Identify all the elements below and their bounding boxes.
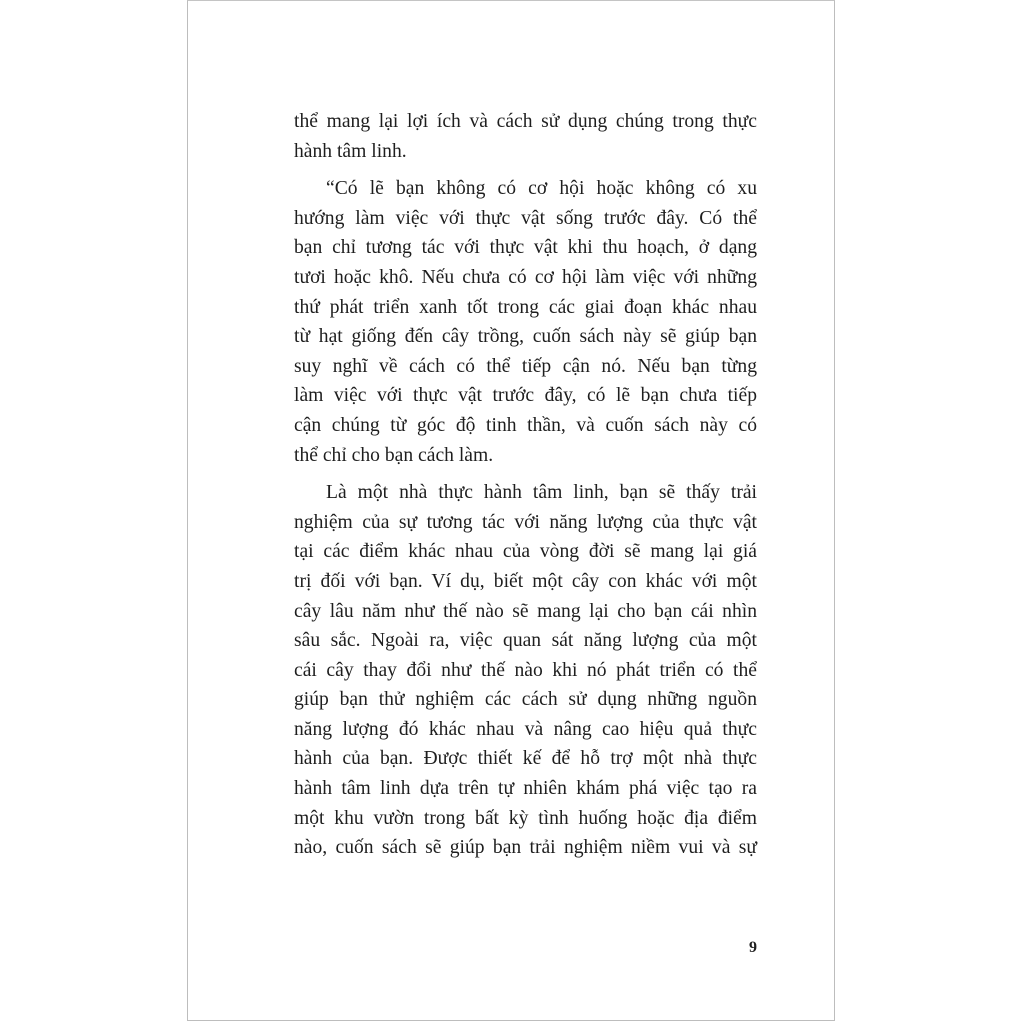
text-line: Là một nhà thực hành tâm linh, bạn sẽ thấy trải <box>326 482 757 504</box>
text-line: hành tâm linh dựa trên tự nhiên khám phá việc tạo ra <box>294 778 757 800</box>
paragraph-2 <box>294 174 757 470</box>
text-line: thể chỉ cho bạn cách làm. <box>294 444 494 466</box>
text-line: bạn chỉ tương tác với thực vật khi thu hoạch, ở dạng <box>294 237 757 259</box>
text-line: hành của bạn. Được thiết kế để hỗ trợ một nhà thực <box>294 748 757 770</box>
body-text <box>294 107 757 863</box>
page-number: 9 <box>749 939 757 956</box>
text-line: từ hạt giống đến cây trồng, cuốn sách này sẽ giúp bạn <box>294 326 757 348</box>
text-line: trị đối với bạn. Ví dụ, biết một cây con khác với một <box>294 570 757 592</box>
text-line: năng lượng đó khác nhau và nâng cao hiệu quả thực <box>294 718 757 740</box>
text-line: thứ phát triển xanh tốt trong các giai đoạn khác nhau <box>294 296 757 318</box>
book-page <box>187 0 835 1021</box>
text-line: hướng làm việc với thực vật sống trước đây. Có thể <box>294 207 757 229</box>
text-line: hành tâm linh. <box>294 140 407 162</box>
text-line: sâu sắc. Ngoài ra, việc quan sát năng lượng của một <box>294 630 757 652</box>
text-line: tươi hoặc khô. Nếu chưa có cơ hội làm việc với những <box>294 266 757 288</box>
text-line: giúp bạn thử nghiệm các cách sử dụng những nguồn <box>294 689 757 711</box>
text-line: tại các điểm khác nhau của vòng đời sẽ mang lại giá <box>294 541 757 563</box>
text-line: nào, cuốn sách sẽ giúp bạn trải nghiệm niềm vui và sự <box>294 837 757 859</box>
paragraph-1 <box>294 107 757 166</box>
text-line: thể mang lại lợi ích và cách sử dụng chúng trong thực <box>294 111 757 132</box>
paragraph-3 <box>294 478 757 863</box>
text-line: làm việc với thực vật trước đây, có lẽ bạn chưa tiếp <box>294 385 757 407</box>
text-line: cây lâu năm như thế nào sẽ mang lại cho bạn cái nhìn <box>294 600 757 622</box>
text-line: nghiệm của sự tương tác với năng lượng của thực vật <box>294 511 757 533</box>
text-line: “Có lẽ bạn không có cơ hội hoặc không có xu <box>326 178 757 200</box>
text-line: cận chúng từ góc độ tinh thần, và cuốn sách này có <box>294 414 757 436</box>
text-line: cái cây thay đổi như thế nào khi nó phát triển có thể <box>294 659 757 681</box>
text-line: suy nghĩ về cách có thể tiếp cận nó. Nếu bạn từng <box>294 355 757 377</box>
text-line: một khu vườn trong bất kỳ tình huống hoặc địa điểm <box>294 807 757 829</box>
